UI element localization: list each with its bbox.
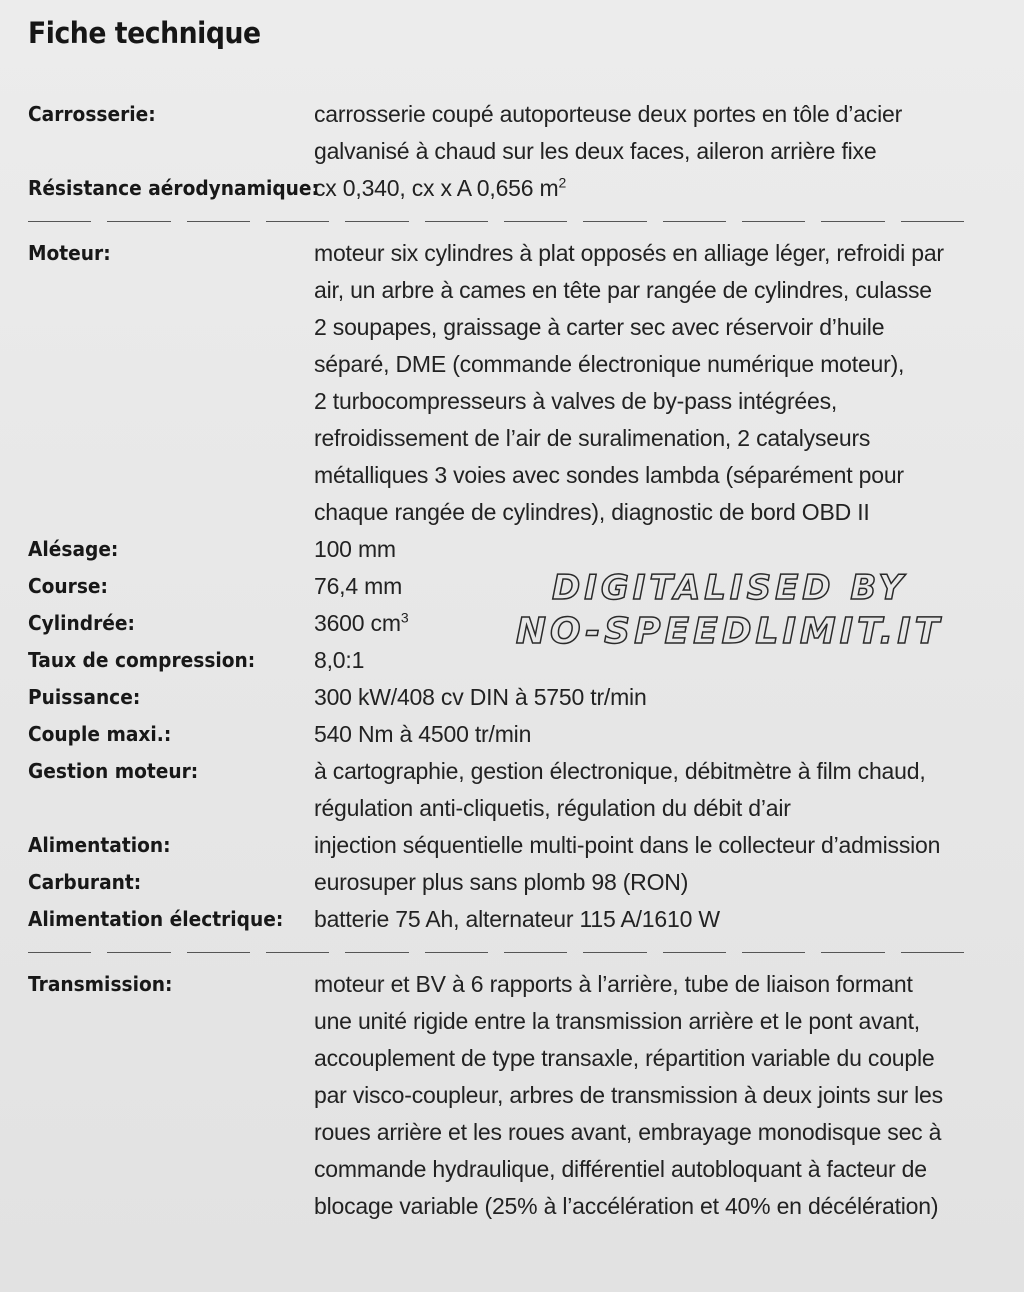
spec-value-line: par visco-coupleur, arbres de transmission à deux joints sur les	[314, 1082, 943, 1108]
spec-label: Couple maxi.:	[28, 722, 172, 746]
spec-value: batterie 75 Ah, alternateur 115 A/1610 W	[314, 906, 720, 932]
spec-value-line: métalliques 3 voies avec sondes lambda (séparément pour	[314, 462, 904, 488]
spec-label: Cylindrée:	[28, 611, 135, 635]
spec-label: Course:	[28, 574, 108, 598]
spec-value-line: 2 soupapes, graissage à carter sec avec réservoir d’huile	[314, 314, 885, 340]
spec-row-alimentation	[28, 827, 964, 864]
spec-value: 100 mm	[314, 536, 396, 562]
section-carrosserie	[28, 96, 964, 207]
spec-value-line: régulation anti-cliquetis, régulation du débit d’air	[314, 795, 791, 821]
spec-value-text: 3600 cm	[314, 610, 401, 636]
spec-label: Résistance aérodynamique:	[28, 176, 319, 200]
spec-value-line: blocage variable (25% à l’accélération et 40% en décélération)	[314, 1193, 939, 1219]
spec-label: Moteur:	[28, 241, 111, 265]
spec-label: Gestion moteur:	[28, 759, 199, 783]
spec-row-gestion-moteur	[28, 753, 964, 827]
spec-value: 76,4 mm	[314, 573, 403, 599]
spec-label: Alimentation électrique:	[28, 907, 284, 931]
spec-row-cylindree	[28, 605, 964, 642]
spec-value-line: moteur et BV à 6 rapports à l’arrière, tube de liaison formant	[314, 971, 913, 997]
spec-value-line: à cartographie, gestion électronique, débitmètre à film chaud,	[314, 758, 926, 784]
spec-value-line: 2 turbocompresseurs à valves de by-pass intégrées,	[314, 388, 838, 414]
spec-value: 540 Nm à 4500 tr/min	[314, 721, 532, 747]
spec-label: Puissance:	[28, 685, 141, 709]
spec-value-line: air, un arbre à cames en tête par rangée de cylindres, culasse	[314, 277, 932, 303]
spec-value-line: une unité rigide entre la transmission arrière et le pont avant,	[314, 1008, 920, 1034]
spec-value-line: accouplement de type transaxle, répartition variable du couple	[314, 1045, 935, 1071]
spec-row-puissance	[28, 679, 964, 716]
dashed-divider	[28, 221, 964, 223]
spec-value	[314, 96, 964, 170]
spec-value-line: moteur six cylindres à plat opposés en alliage léger, refroidi par	[314, 240, 944, 266]
spec-value-line: séparé, DME (commande électronique numérique moteur),	[314, 351, 905, 377]
spec-row-course	[28, 568, 964, 605]
section-moteur	[28, 235, 964, 938]
spec-value	[314, 753, 964, 827]
spec-value	[314, 605, 964, 642]
spec-value-line: commande hydraulique, différentiel autobloquant à facteur de	[314, 1156, 927, 1182]
spec-value-line: carrosserie coupé autoporteuse deux portes en tôle d’acier	[314, 101, 903, 127]
spec-value: eurosuper plus sans plomb 98 (RON)	[314, 869, 689, 895]
spec-value: 300 kW/408 cv DIN à 5750 tr/min	[314, 684, 647, 710]
spec-row-resistance	[28, 170, 964, 207]
spec-value-line: refroidissement de l’air de suralimenation, 2 catalyseurs	[314, 425, 871, 451]
spec-row-compression	[28, 642, 964, 679]
spec-row-moteur	[28, 235, 964, 531]
spec-label: Taux de compression:	[28, 648, 256, 672]
dashed-divider	[28, 952, 964, 954]
spec-value-line: chaque rangée de cylindres), diagnostic de bord OBD II	[314, 499, 870, 525]
spec-value-superscript: 3	[400, 609, 409, 626]
spec-value-text: cx 0,340, cx x A 0,656 m	[314, 175, 559, 201]
spec-value-line: galvanisé à chaud sur les deux faces, aileron arrière fixe	[314, 138, 877, 164]
spec-label: Carrosserie:	[28, 102, 156, 126]
spec-value	[314, 235, 964, 531]
spec-label: Carburant:	[28, 870, 142, 894]
spec-row-carrosserie	[28, 96, 964, 170]
spec-value: injection séquentielle multi-point dans le collecteur d’admission	[314, 832, 941, 858]
spec-label: Alimentation:	[28, 833, 171, 857]
spec-row-carburant	[28, 864, 964, 901]
spec-row-couple	[28, 716, 964, 753]
spec-label: Alésage:	[28, 537, 119, 561]
spec-value-superscript: 2	[558, 174, 567, 191]
spec-row-alesage	[28, 531, 964, 568]
spec-value	[314, 170, 964, 207]
section-transmission	[28, 966, 964, 1225]
spec-label: Transmission:	[28, 972, 173, 996]
spec-row-transmission	[28, 966, 964, 1225]
spec-row-alimentation-electrique	[28, 901, 964, 938]
spec-value: 8,0:1	[314, 647, 365, 673]
page-title: Fiche technique	[28, 16, 261, 50]
spec-value-line: roues arrière et les roues avant, embrayage monodisque sec à	[314, 1119, 942, 1145]
spec-value	[314, 966, 964, 1225]
